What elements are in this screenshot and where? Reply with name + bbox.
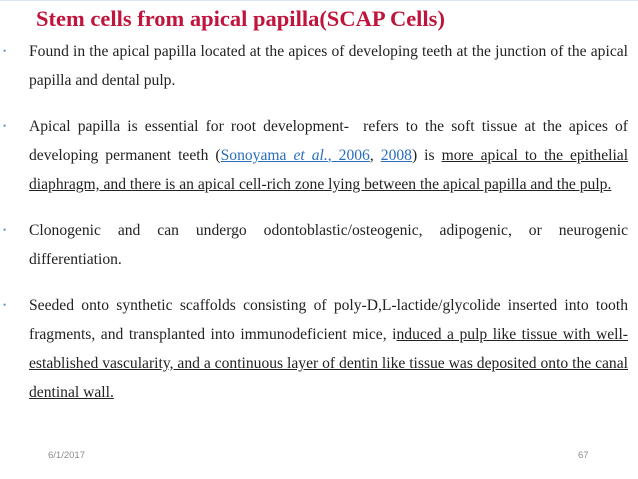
bullet-icon: • xyxy=(3,46,7,56)
bullet-item xyxy=(0,291,638,407)
slide-title: Stem cells from apical papilla(SCAP Cells) xyxy=(36,6,445,31)
slide-body xyxy=(0,37,638,407)
bullet-icon: • xyxy=(3,121,7,131)
bullet-icon: • xyxy=(3,225,7,235)
reference-link[interactable] xyxy=(221,147,370,164)
bullet-text: Seeded onto synthetic scaffolds consisting of poly-D,L-lactide/glycolide inserted into tooth fragments, and transplanted into immunodeficient mice, i xyxy=(29,297,628,343)
bullet-item xyxy=(0,112,638,199)
bullet-icon: • xyxy=(3,300,7,310)
bullet-text: Apical papilla is essential for root development- refers to the soft tissue at the apices of developing permanent teeth ( xyxy=(29,118,628,164)
bullet-item xyxy=(0,37,638,95)
reference-et-al: et al. xyxy=(293,147,328,164)
reference-link-2008[interactable]: 2008 xyxy=(380,147,412,164)
bullet-text: Clonogenic and can undergo odontoblastic/osteogenic, adipogenic, or neurogenic differentiation. xyxy=(29,222,628,268)
bullet-item xyxy=(0,216,638,274)
bullet-text-continued: ) is xyxy=(411,147,442,164)
underlined-text: more apical to the epithelial diaphragm, and there is an apical cell-rich zone lying between the apical papilla and the pulp. xyxy=(29,147,629,193)
top-divider xyxy=(0,0,638,1)
bullet-text: Found in the apical papilla located at the apices of developing teeth at the junction of the apical papilla and dental pulp. xyxy=(29,43,628,89)
underlined-text: nduced a pulp like tissue with well-established vascularity, and a continuous layer of dentin like tissue was deposited onto the canal dentinal wall. xyxy=(29,326,628,401)
footer-date: 6/1/2017 xyxy=(48,450,85,461)
reference-year: , 2006 xyxy=(327,147,370,164)
reference-author: Sonoyama xyxy=(220,147,287,164)
reference-separator: , xyxy=(369,147,381,164)
page-number: 67 xyxy=(578,450,589,461)
